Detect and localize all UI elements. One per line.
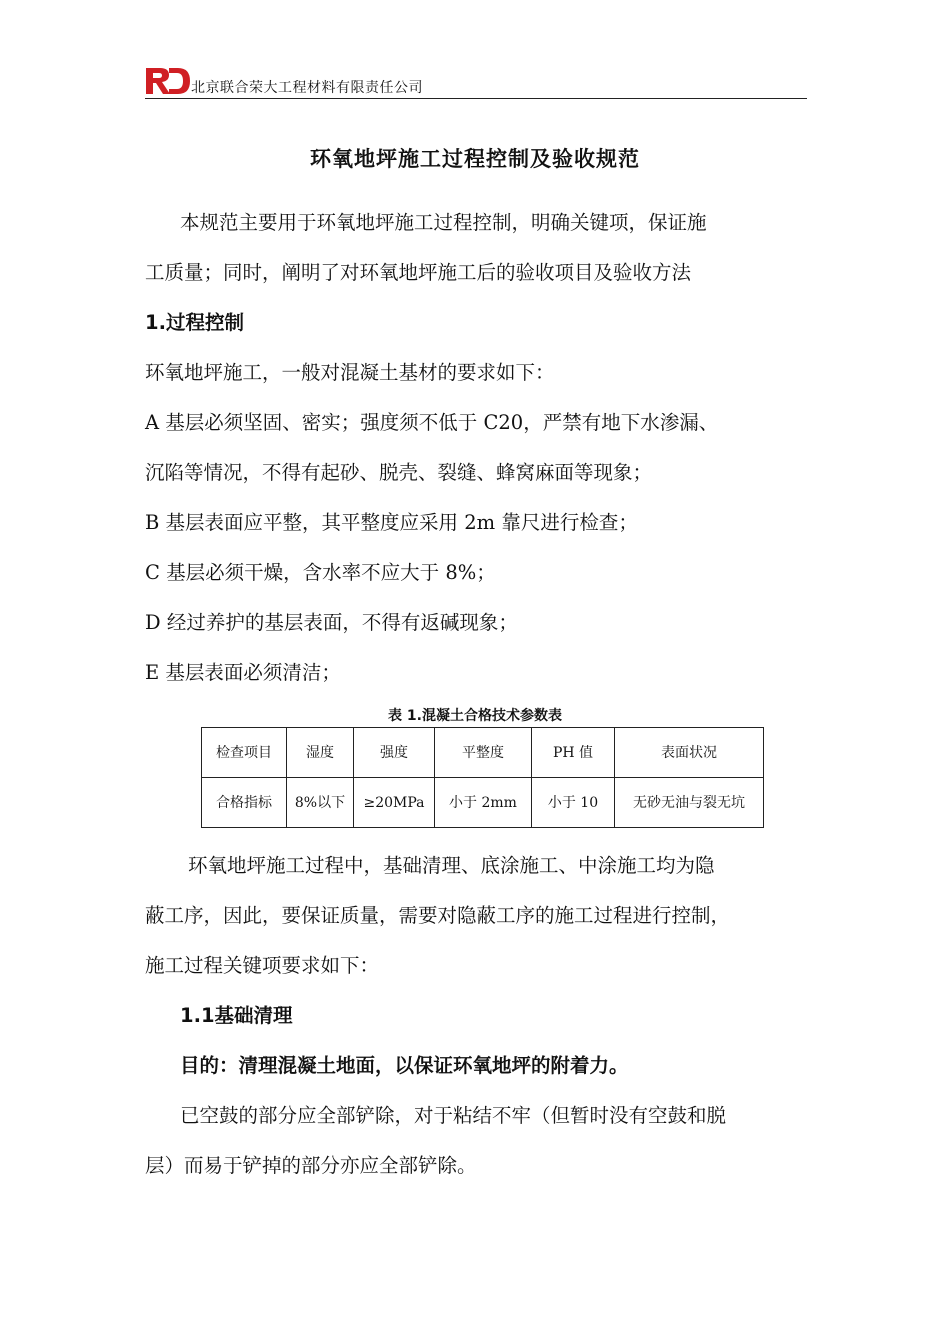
table-header-cell: 强度: [354, 728, 435, 778]
table-header-cell: PH 值: [532, 728, 615, 778]
after-table-line-1: 环氧地坪施工过程中，基础清理、底涂施工、中涂施工均为隐: [188, 854, 715, 877]
table-header-cell: 平整度: [435, 728, 532, 778]
after-table-line-2: 蔽工序，因此，要保证质量，需要对隐蔽工序的施工过程进行控制，: [145, 904, 731, 927]
requirement-b: B 基层表面应平整，其平整度应采用 2m 靠尺进行检查；: [145, 511, 638, 534]
section-1-heading: 1.过程控制: [145, 311, 244, 334]
table-header-cell: 表面状况: [615, 728, 764, 778]
document-title: 环氧地坪施工过程控制及验收规范: [310, 147, 640, 171]
table-cell: 小于 10: [532, 778, 615, 828]
table-cell: 8%以下: [287, 778, 354, 828]
requirement-c: C 基层必须干燥，含水率不应大于 8%；: [145, 561, 496, 584]
table-caption: 表 1.混凝土合格技术参数表: [388, 708, 562, 724]
section-1-1-heading: 1.1基础清理: [180, 1004, 293, 1027]
requirement-e: E 基层表面必须清洁；: [145, 661, 341, 684]
requirement-a-line-1: A 基层必须坚固、密实；强度须不低于 C20，严禁有地下水渗漏、: [145, 411, 719, 434]
table-cell: 小于 2mm: [435, 778, 532, 828]
company-logo-icon: [145, 66, 191, 96]
intro-line-2: 工质量；同时，阐明了对环氧地坪施工后的验收项目及验收方法: [145, 261, 692, 284]
table-row: [202, 778, 764, 828]
company-name: 北京联合荣大工程材料有限责任公司: [191, 80, 423, 96]
section-1-lead: 环氧地坪施工，一般对混凝土基材的要求如下：: [145, 361, 555, 384]
page-header: [145, 66, 807, 99]
table-header-cell: 检查项目: [202, 728, 287, 778]
section-1-1-purpose: 目的：清理混凝土地面，以保证环氧地坪的附着力。: [180, 1054, 629, 1077]
intro-line-1: 本规范主要用于环氧地坪施工过程控制，明确关键项，保证施: [180, 211, 707, 234]
table-header-cell: 湿度: [287, 728, 354, 778]
requirement-d: D 经过养护的基层表面，不得有返碱现象；: [145, 611, 518, 634]
requirement-a-line-2: 沉陷等情况，不得有起砂、脱壳、裂缝、蜂窝麻面等现象；: [145, 461, 653, 484]
table-header-row: [202, 728, 764, 778]
table-cell: 无砂无油与裂无坑: [615, 778, 764, 828]
table-cell: 合格指标: [202, 778, 287, 828]
section-1-1-body-line-1: 已空鼓的部分应全部铲除，对于粘结不牢（但暂时没有空鼓和脱: [180, 1104, 727, 1127]
section-1-1-body-line-2: 层）而易于铲掉的部分亦应全部铲除。: [145, 1154, 477, 1177]
concrete-spec-table: [201, 727, 764, 828]
table-cell: ≥20MPa: [354, 778, 435, 828]
after-table-line-3: 施工过程关键项要求如下：: [145, 954, 380, 977]
